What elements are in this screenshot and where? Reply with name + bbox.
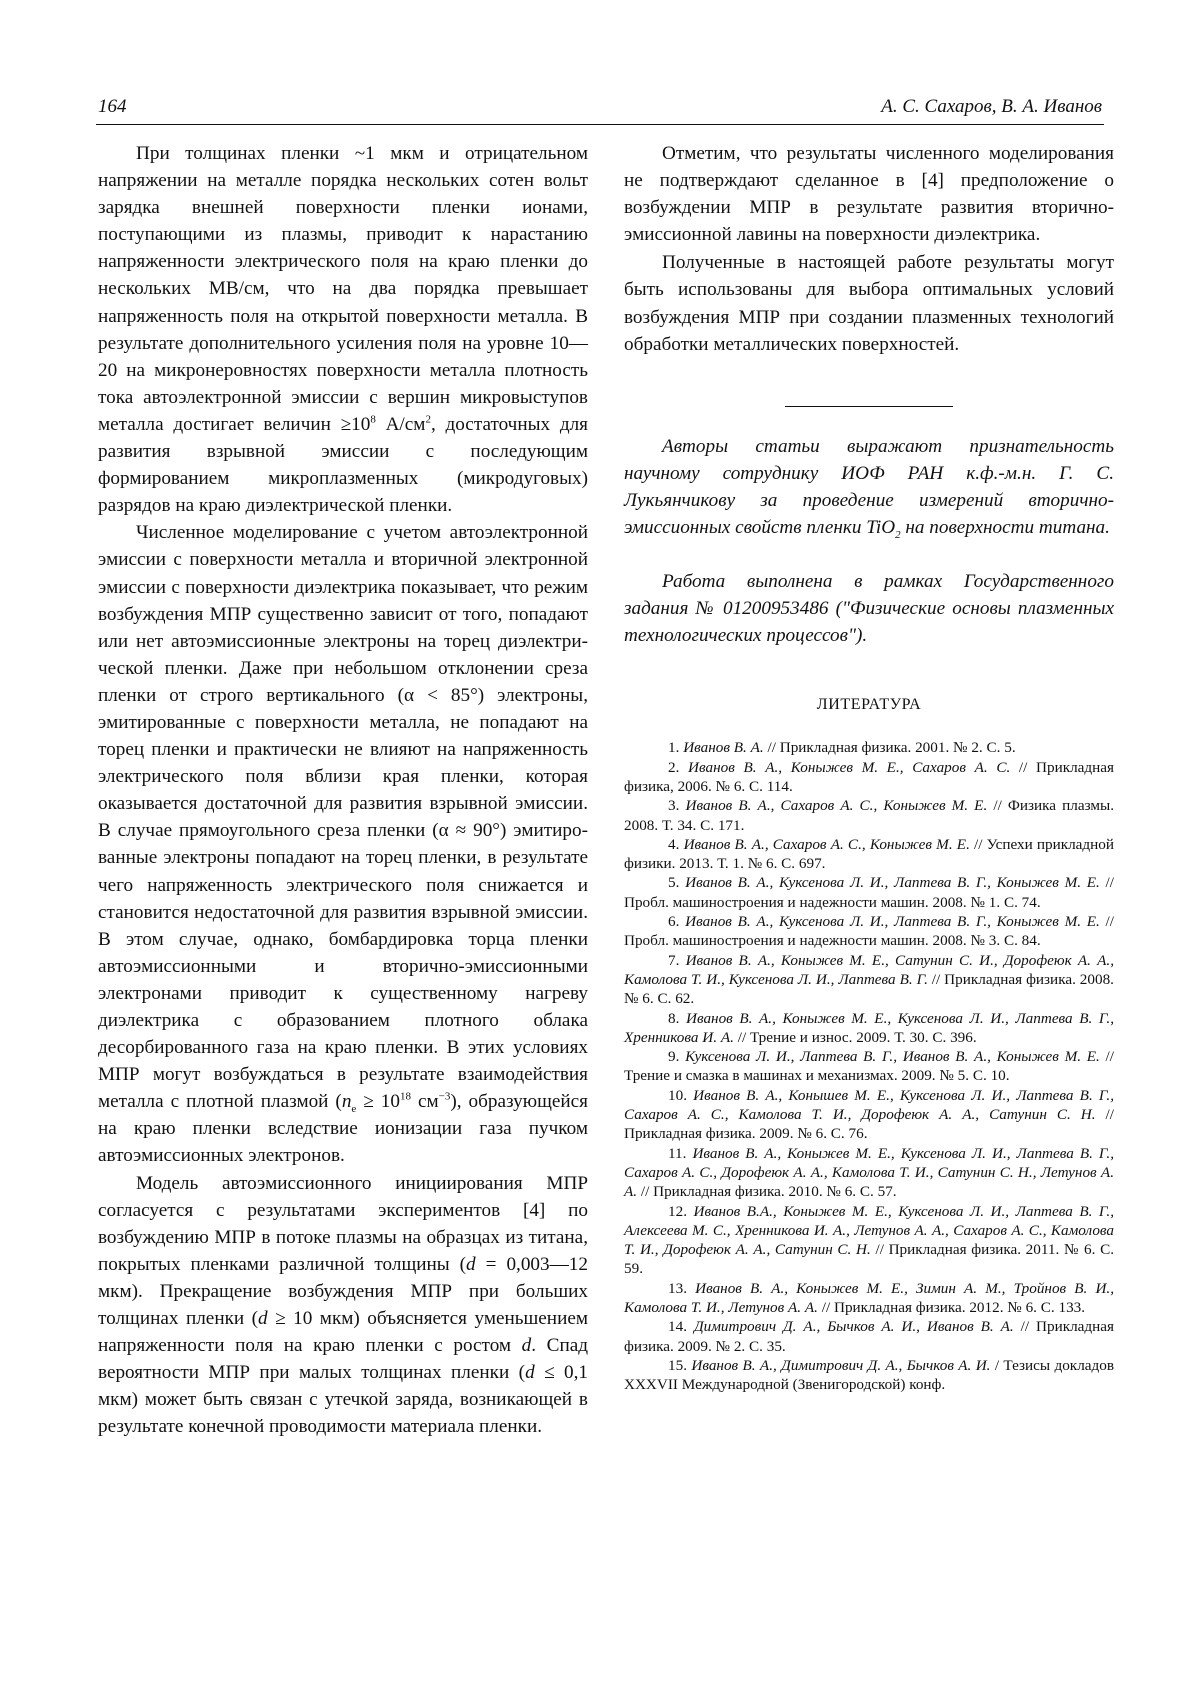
reference-item: 12. Иванов В.А., Коныжев М. Е., Куксенова Л. И., Лаптева В. Г., Алексеева М. С., Хренникова И. А., Летунов А. А., Сахаров А. С., Камолова Т. И., Дорофеюк А. А., Сатунин С. Н. // Прикладная физика. 2011. № 6. С. 59. [624,1202,1115,1278]
paragraph-field-enhancement: При толщинах пленки ~1 мкм и отрицательном напряжении на металле порядка нескольких сотен вольт зарядка внешней поверхности пленки ионами, поступающими из плазмы, приводит к нарастанию напряженности электрического поля на краю пленки до нескольких МВ/см, что на два порядка превышает напряженность поля на открытой поверхности металла. В результате дополнительного усиления поля на уровне 10—20 на микронеровностях поверхности металла плотность тока автоэлектронной эмиссии с вершин микровыступов металла достигает величин $\ge 10^8$ $А/см^2$, достаточных для развития взрывной эмиссии с последующим формированием микроплазменных (микродуговых) разрядов на краю диэлектрической пленки. [98,143,588,517]
reference-item: 2. Иванов В. А., Коныжев М. Е., Сахаров А. С. // Прикладная физика, 2006. № 6. С. 114. [624,758,1114,795]
reference-item: 1. Иванов В. А. // Прикладная физика. 2001. № 2. С. 5. [668,739,1016,757]
reference-item: 15. Иванов В. А., Димитрович Д. А., Бычков А. И. / Тезисы докладов XXXVII Международной (Звенигородской) конф. [624,1356,1115,1394]
paragraph-note: Отметим, что результаты численного моделирования не подтверждают сделанное в [4] предположение о возбуждении МПР в результате развития вторично-эмиссионной лавины на поверхности диэлектрика. [624,143,1114,246]
reference-item: 7. Иванов В. А., Коныжев М. Е., Сатунин С. И., Дорофеюк А. А., Камолова Т. И., Куксенова Л. И., Лаптева В. Г. // Прикладная физика. 2008. № 6. С. 62. [624,951,1115,1008]
paragraph-model-agreement: Модель автоэмиссионного инициирования МПР согласуется с результатами экспериментов [4] по возбуждению МПР в потоке плазмы на образцах из титана, покрытых пленками различной толщины (d = 0,003—12 мкм). Прекращение возбуждения МПР при больших толщинах пленки (d ≥ 10 мкм) объясняется уменьшением напряженности поля на краю пленки с ростом d. Спад вероятности МПР при малых толщинах пленки (d ≤ 0,1 мкм) может быть связан с утечкой заряда, возникающей в результате конечной проводимости материала пленки. [98,1172,589,1438]
section-divider [785,406,953,407]
running-header [96,92,1104,125]
reference-item: 10. Иванов В. А., Конышев М. Е., Куксенова Л. И., Лаптева В. Г., Сахаров А. С., Камолова Т. И., Дорофеюк А. А., Сатунин С. Н. // Прикладная физика. 2009. № 6. С. 76. [624,1086,1114,1143]
right-column [624,140,1114,1395]
reference-item: 3. Иванов В. А., Сахаров А. С., Коныжев М. Е. // Физика плазмы. 2008. Т. 34. С. 171. [624,797,1114,834]
reference-item: 8. Иванов В. А., Коныжев М. Е., Куксенова Л. И., Лаптева В. Г., Хренникова И. А. // Трение и износ. 2009. Т. 30. С. 396. [624,1009,1114,1046]
reference-item: 14. Димитрович Д. А., Бычков А. И., Иванов В. А. // Прикладная физика. 2009. № 2. С. 35. [624,1318,1114,1355]
reference-item: 5. Иванов В. А., Куксенова Л. И., Лаптева В. Г., Коныжев М. Е. // Пробл. машиностроения и надежности машин. 2008. № 1. С. 74. [624,874,1114,911]
reference-list [624,738,1114,1394]
running-authors: А. С. Сахаров, В. А. Иванов [881,96,1102,117]
reference-item: 13. Иванов В. А., Коныжев М. Е., Зимин А. М., Тройнов В. И., Камолова Т. И., Летунов А. А. // Прикладная физика. 2012. № 6. С. 133. [624,1279,1115,1317]
page-number: 164 [98,96,127,117]
reference-item: 9. Куксенова Л. И., Лаптева В. Г., Иванов В. А., Коныжев М. Е. // Трение и смазка в машинах и механизмах. 2009. № 5. С. 10. [624,1048,1114,1085]
left-column [98,140,588,1441]
reference-item: 4. Иванов В. А., Сахаров А. С., Коныжев М. Е. // Успехи прикладной физики. 2013. Т. 1. № 6. С. 697. [624,835,1114,873]
funding-note: Работа выполнена в рамках Государственного задания № 01200953486 ("Физические основы плазменных технологических процессов"). [624,571,1114,647]
reference-item: 11. Иванов В. А., Коныжев М. Е., Куксенова Л. И., Лаптева В. Г., Сахаров А. С., Дорофеюк А. А., Камолова Т. И., Сатунин С. Н., Летунов А. А. // Прикладная физика. 2010. № 6. С. 57. [624,1144,1115,1201]
references-heading: ЛИТЕРАТУРА [816,696,922,714]
paragraph-numerical-modeling: Численное моделирование с учетом автоэлектронной эмиссии с поверхности металла и вторичной электронной эмиссии с поверхности диэлектрика показывает, что режим возбуждения МПР существенно зависит от того, попадают или нет автоэмиссионные электроны на торец диэлектрической пленки. Даже при небольшом отклонении среза пленки от строго вертикального (α < 85°) электроны, эмитированные с поверхности металла, не попадают на торец пленки и практически не влияют на напряженность электрического поля вблизи края пленки, которая оказывается достаточной для развития взрывной эмиссии. В случае прямоугольного среза пленки (α ≈ 90°) эмитированные электроны попадают на торец пленки, в результате чего напряженность электрического поля снижается и становится недостаточной для развития взрывной эмиссии. В этом случае, однако, бомбардировка торца пленки автоэмиссионными и вторично-эмиссионными электронами приводит к существенному нагреву диэлектрика с образованием плотного облака десорбированного газа на краю пленки. В этих условиях МПР могут возбуждаться в результате взаимодействия металла с плотной плазмой ($n_e \ge 10^{18}$ $см^{-3}$), образующейся на краю пленки вследствие ионизации газа пучком автоэмиссионных электронов. [98,522,588,1167]
acknowledgement: Авторы статьи выражают признательность научному сотруднику ИОФ РАН к.ф.-м.н. Г. С. Лукьянчикову за проведение измерений вторично-эмиссионных свойств пленки TiO$_2$ на поверхности титана. [624,435,1114,541]
paragraph-conclusion: Полученные в настоящей работе результаты могут быть использованы для выбора оптимальных условий возбуждения МПР при создании плазменных технологий обработки металлических поверхностей. [624,252,1114,355]
reference-item: 6. Иванов В. А., Куксенова Л. И., Лаптева В. Г., Коныжев М. Е. // Пробл. машиностроения и надежности машин. 2008. № 3. С. 84. [624,913,1114,950]
